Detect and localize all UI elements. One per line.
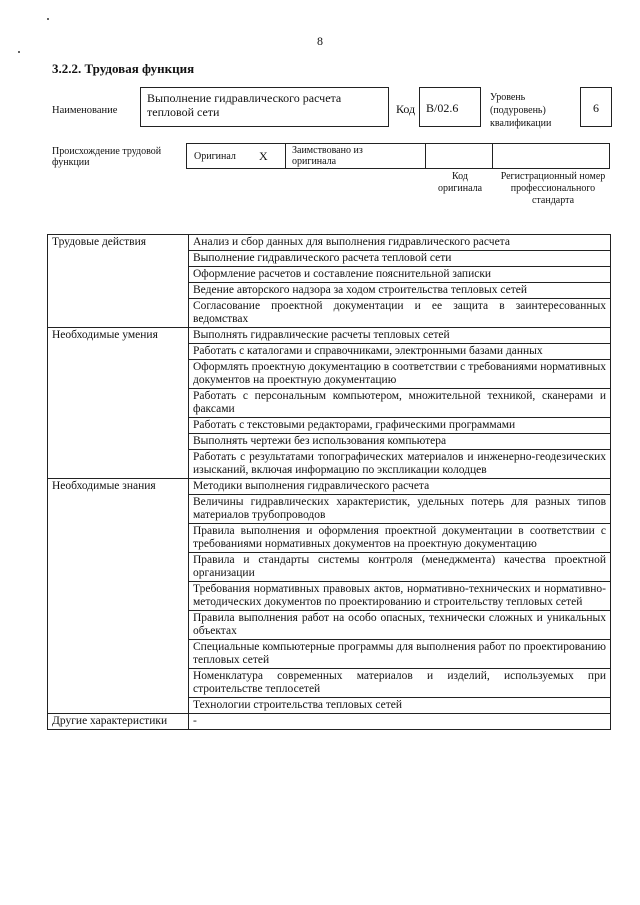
table-cell-item: Согласование проектной документации и ее защита в заинтересованных ведомствах [189, 299, 611, 328]
table-cell-item: Методики выполнения гидравлического расчета [189, 479, 611, 495]
page-number: 8 [317, 34, 323, 48]
function-name-value: Выполнение гидравлического расчета тепловой сети [147, 91, 342, 119]
table-row [48, 235, 611, 251]
table-cell-item: Правила выполнения и оформления проектной документации в соответствии с требованиями нормативных документов на проектную документацию [189, 524, 611, 553]
level-field [580, 87, 612, 127]
origin-divider [492, 143, 493, 169]
category-label: Необходимые умения [48, 328, 189, 479]
table-cell-item: - [189, 714, 611, 730]
table-cell-item: Правила и стандарты системы контроля (менеджмента) качества проектной организации [189, 553, 611, 582]
table-row [48, 714, 611, 730]
table-row [48, 479, 611, 495]
scan-mark [47, 18, 49, 20]
level-label: Уровень (подуровень) квалификации [490, 92, 552, 129]
level-value: 6 [593, 101, 599, 115]
table-cell-item: Требования нормативных правовых актов, нормативно-технических и нормативно-методических документов по проектированию и строительству тепловых сетей [189, 582, 611, 611]
section-title: 3.2.2. Трудовая функция [52, 61, 195, 76]
category-label: Другие характеристики [48, 714, 189, 730]
table-row [48, 328, 611, 344]
table-cell-item: Правила выполнения работ на особо опасных, технически сложных и уникальных объектах [189, 611, 611, 640]
table-cell-item: Величины гидравлических характеристик, удельных потерь для разных типов материалов трубопроводов [189, 495, 611, 524]
code-original-label: Код оригинала [437, 171, 483, 194]
borrowed-label: Заимствовано из оригинала [292, 145, 363, 167]
table-cell-item: Специальные компьютерные программы для выполнения работ по проектированию тепловых сетей [189, 640, 611, 669]
scan-mark [18, 51, 20, 53]
table-cell-item: Оформление расчетов и составление пояснительной записки [189, 267, 611, 283]
table-cell-item: Работать с персональным компьютером, множительной техникой, сканерами и факсами [189, 389, 611, 418]
function-name-field [140, 87, 389, 127]
reg-number-label: Регистрационный номер профессионального стандарта [500, 171, 606, 206]
origin-label: Происхождение трудовой функции [52, 146, 162, 168]
table-cell-item: Выполнять гидравлические расчеты тепловых сетей [189, 328, 611, 344]
table-cell-item: Работать с каталогами и справочниками, электронными базами данных [189, 344, 611, 360]
table-cell-item: Выполнение гидравлического расчета тепловой сети [189, 251, 611, 267]
origin-divider [285, 143, 286, 169]
code-label: Код [396, 102, 416, 116]
category-label: Необходимые знания [48, 479, 189, 714]
table-cell-item: Ведение авторского надзора за ходом строительства тепловых сетей [189, 283, 611, 299]
table-cell-item: Анализ и сбор данных для выполнения гидравлического расчета [189, 235, 611, 251]
table-cell-item: Технологии строительства тепловых сетей [189, 698, 611, 714]
table-cell-item: Работать с результатами топографических материалов и инженерно-геодезических изысканий, включая информацию по экспликации колодцев [189, 450, 611, 479]
table-cell-item: Работать с текстовыми редакторами, графическими программами [189, 418, 611, 434]
table-cell-item: Выполнять чертежи без использования компьютера [189, 434, 611, 450]
code-field [419, 87, 481, 127]
code-value: В/02.6 [426, 101, 459, 115]
origin-divider [425, 143, 426, 169]
function-details-table [47, 234, 611, 730]
table-cell-item: Номенклатура современных материалов и изделий, используемых при строительстве теплосетей [189, 669, 611, 698]
original-mark: X [259, 149, 268, 163]
table-cell-item: Оформлять проектную документацию в соответствии с требованиями нормативных документов на проектную документацию [189, 360, 611, 389]
original-label: Оригинал [194, 151, 236, 162]
category-label: Трудовые действия [48, 235, 189, 328]
name-label: Наименование [52, 105, 118, 116]
